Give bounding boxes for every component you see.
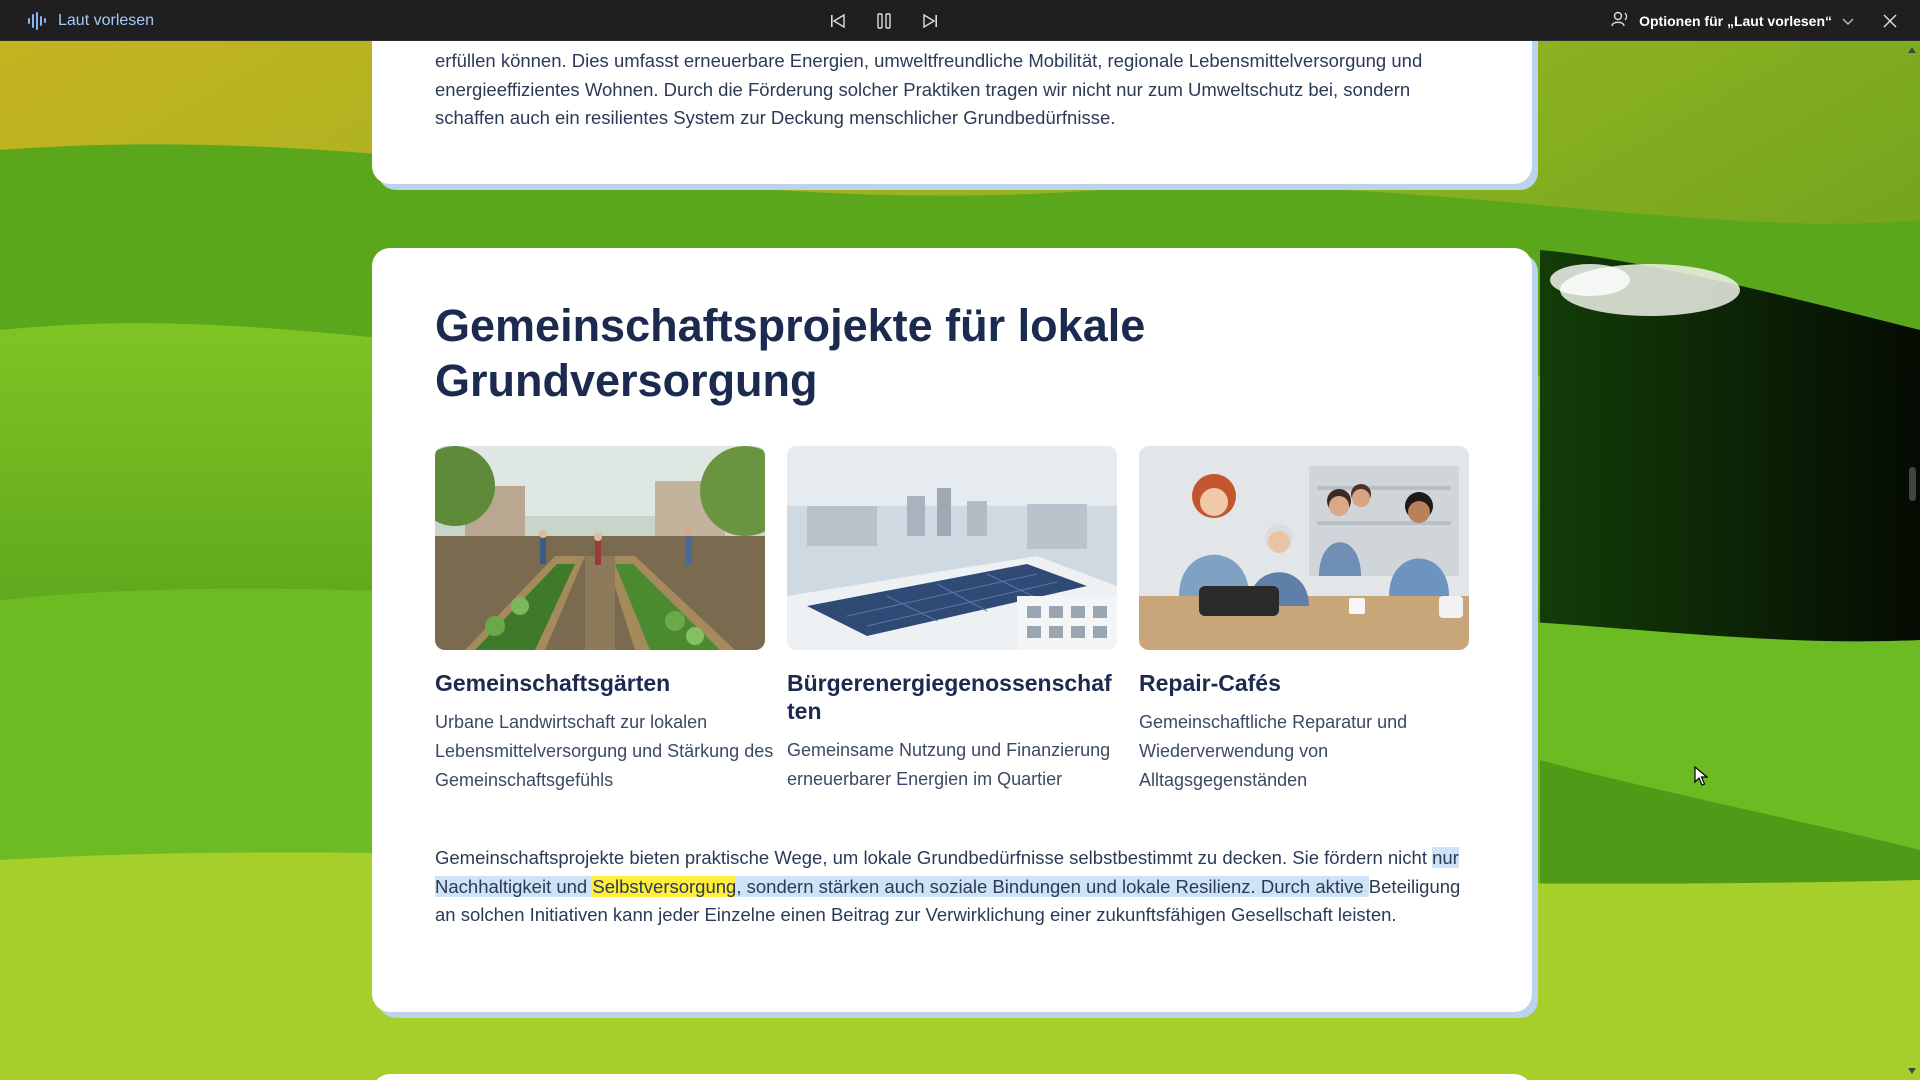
intro-paragraph: erfüllen können. Dies umfasst erneuerbare Energien, umweltfreundliche Mobilität, regionale Lebensmittelversorgung und energieeffizientes Wohnen. Durch die Förderung solcher Praktiken tragen wir nicht nur zum Umweltschutz bei, sondern schaffen auch ein resilientes System zur Deckung menschlicher Grundbedürfnisse. <box>435 50 1423 128</box>
tile-title: Bürgerenergiegenossenschaften <box>787 670 1112 724</box>
scroll-up-arrow-icon[interactable] <box>1908 47 1916 53</box>
next-section-card <box>372 1074 1532 1080</box>
page-scrollbar[interactable] <box>1904 41 1920 1080</box>
scrollbar-thumb[interactable] <box>1909 467 1916 501</box>
highlighted-word: Selbstversorgung <box>592 875 737 897</box>
chevron-down-icon <box>1842 13 1854 29</box>
read-aloud-options-button[interactable] <box>1611 10 1854 31</box>
read-aloud-options-label: Optionen für „Laut vorlesen“ <box>1639 12 1832 29</box>
tile-description: Gemeinschaftliche Reparatur und Wiederverwendung von Alltagsgegenständen <box>1139 712 1408 790</box>
summary-paragraph <box>435 844 1485 930</box>
skip-previous-icon[interactable] <box>828 11 848 31</box>
tile-description: Urbane Landwirtschaft zur lokalen Lebensmittelversorgung und Stärkung des Gemeinschaftsgefühls <box>435 712 774 790</box>
mouse-cursor-icon <box>1694 766 1708 786</box>
close-icon[interactable] <box>1880 11 1900 31</box>
toolbar-right <box>1611 0 1900 41</box>
paragraph-text-after: Beteiligung an solchen Initiativen kann jeder Einzelne einen Beitrag zur Verwirklichung einer zukunftsfähigen Gesellschaft leisten. <box>435 875 1461 925</box>
skip-next-icon[interactable] <box>920 11 940 31</box>
tile-energy-cooperatives <box>787 446 1117 789</box>
tile-repair-cafes <box>1139 446 1469 790</box>
tile-description: Gemeinsame Nutzung und Finanzierung erneuerbarer Energien im Quartier <box>787 740 1111 789</box>
community-projects-card <box>372 248 1532 1012</box>
solar-roof-image <box>787 446 1117 650</box>
paragraph-text-before: Gemeinschaftsprojekte bieten praktische Wege, um lokale Grundbedürfnisse selbstbestimmt zu decken. Sie fördern nicht <box>435 847 1433 868</box>
playback-controls <box>828 0 940 41</box>
section-heading: Gemeinschaftsprojekte für lokale Grundversorgung <box>435 300 1146 406</box>
read-aloud-label-group <box>28 0 154 41</box>
repair-cafe-image <box>1139 446 1469 650</box>
community-garden-image <box>435 446 765 650</box>
tile-title: Gemeinschaftsgärten <box>435 670 671 696</box>
tile-title: Repair-Cafés <box>1139 670 1281 696</box>
highlight-pre: nur Nachhaltigkeit und <box>435 847 1459 897</box>
scroll-down-arrow-icon[interactable] <box>1908 1068 1916 1074</box>
read-aloud-title: Laut vorlesen <box>58 11 155 29</box>
highlight-post: , sondern stärken auch soziale Bindungen und lokale Resilienz. Durch aktive <box>736 875 1369 897</box>
voice-settings-icon <box>1611 10 1629 31</box>
read-aloud-toolbar <box>0 0 1920 41</box>
pause-icon[interactable] <box>874 11 894 31</box>
tile-community-gardens <box>435 446 774 790</box>
waveform-icon <box>28 12 46 30</box>
